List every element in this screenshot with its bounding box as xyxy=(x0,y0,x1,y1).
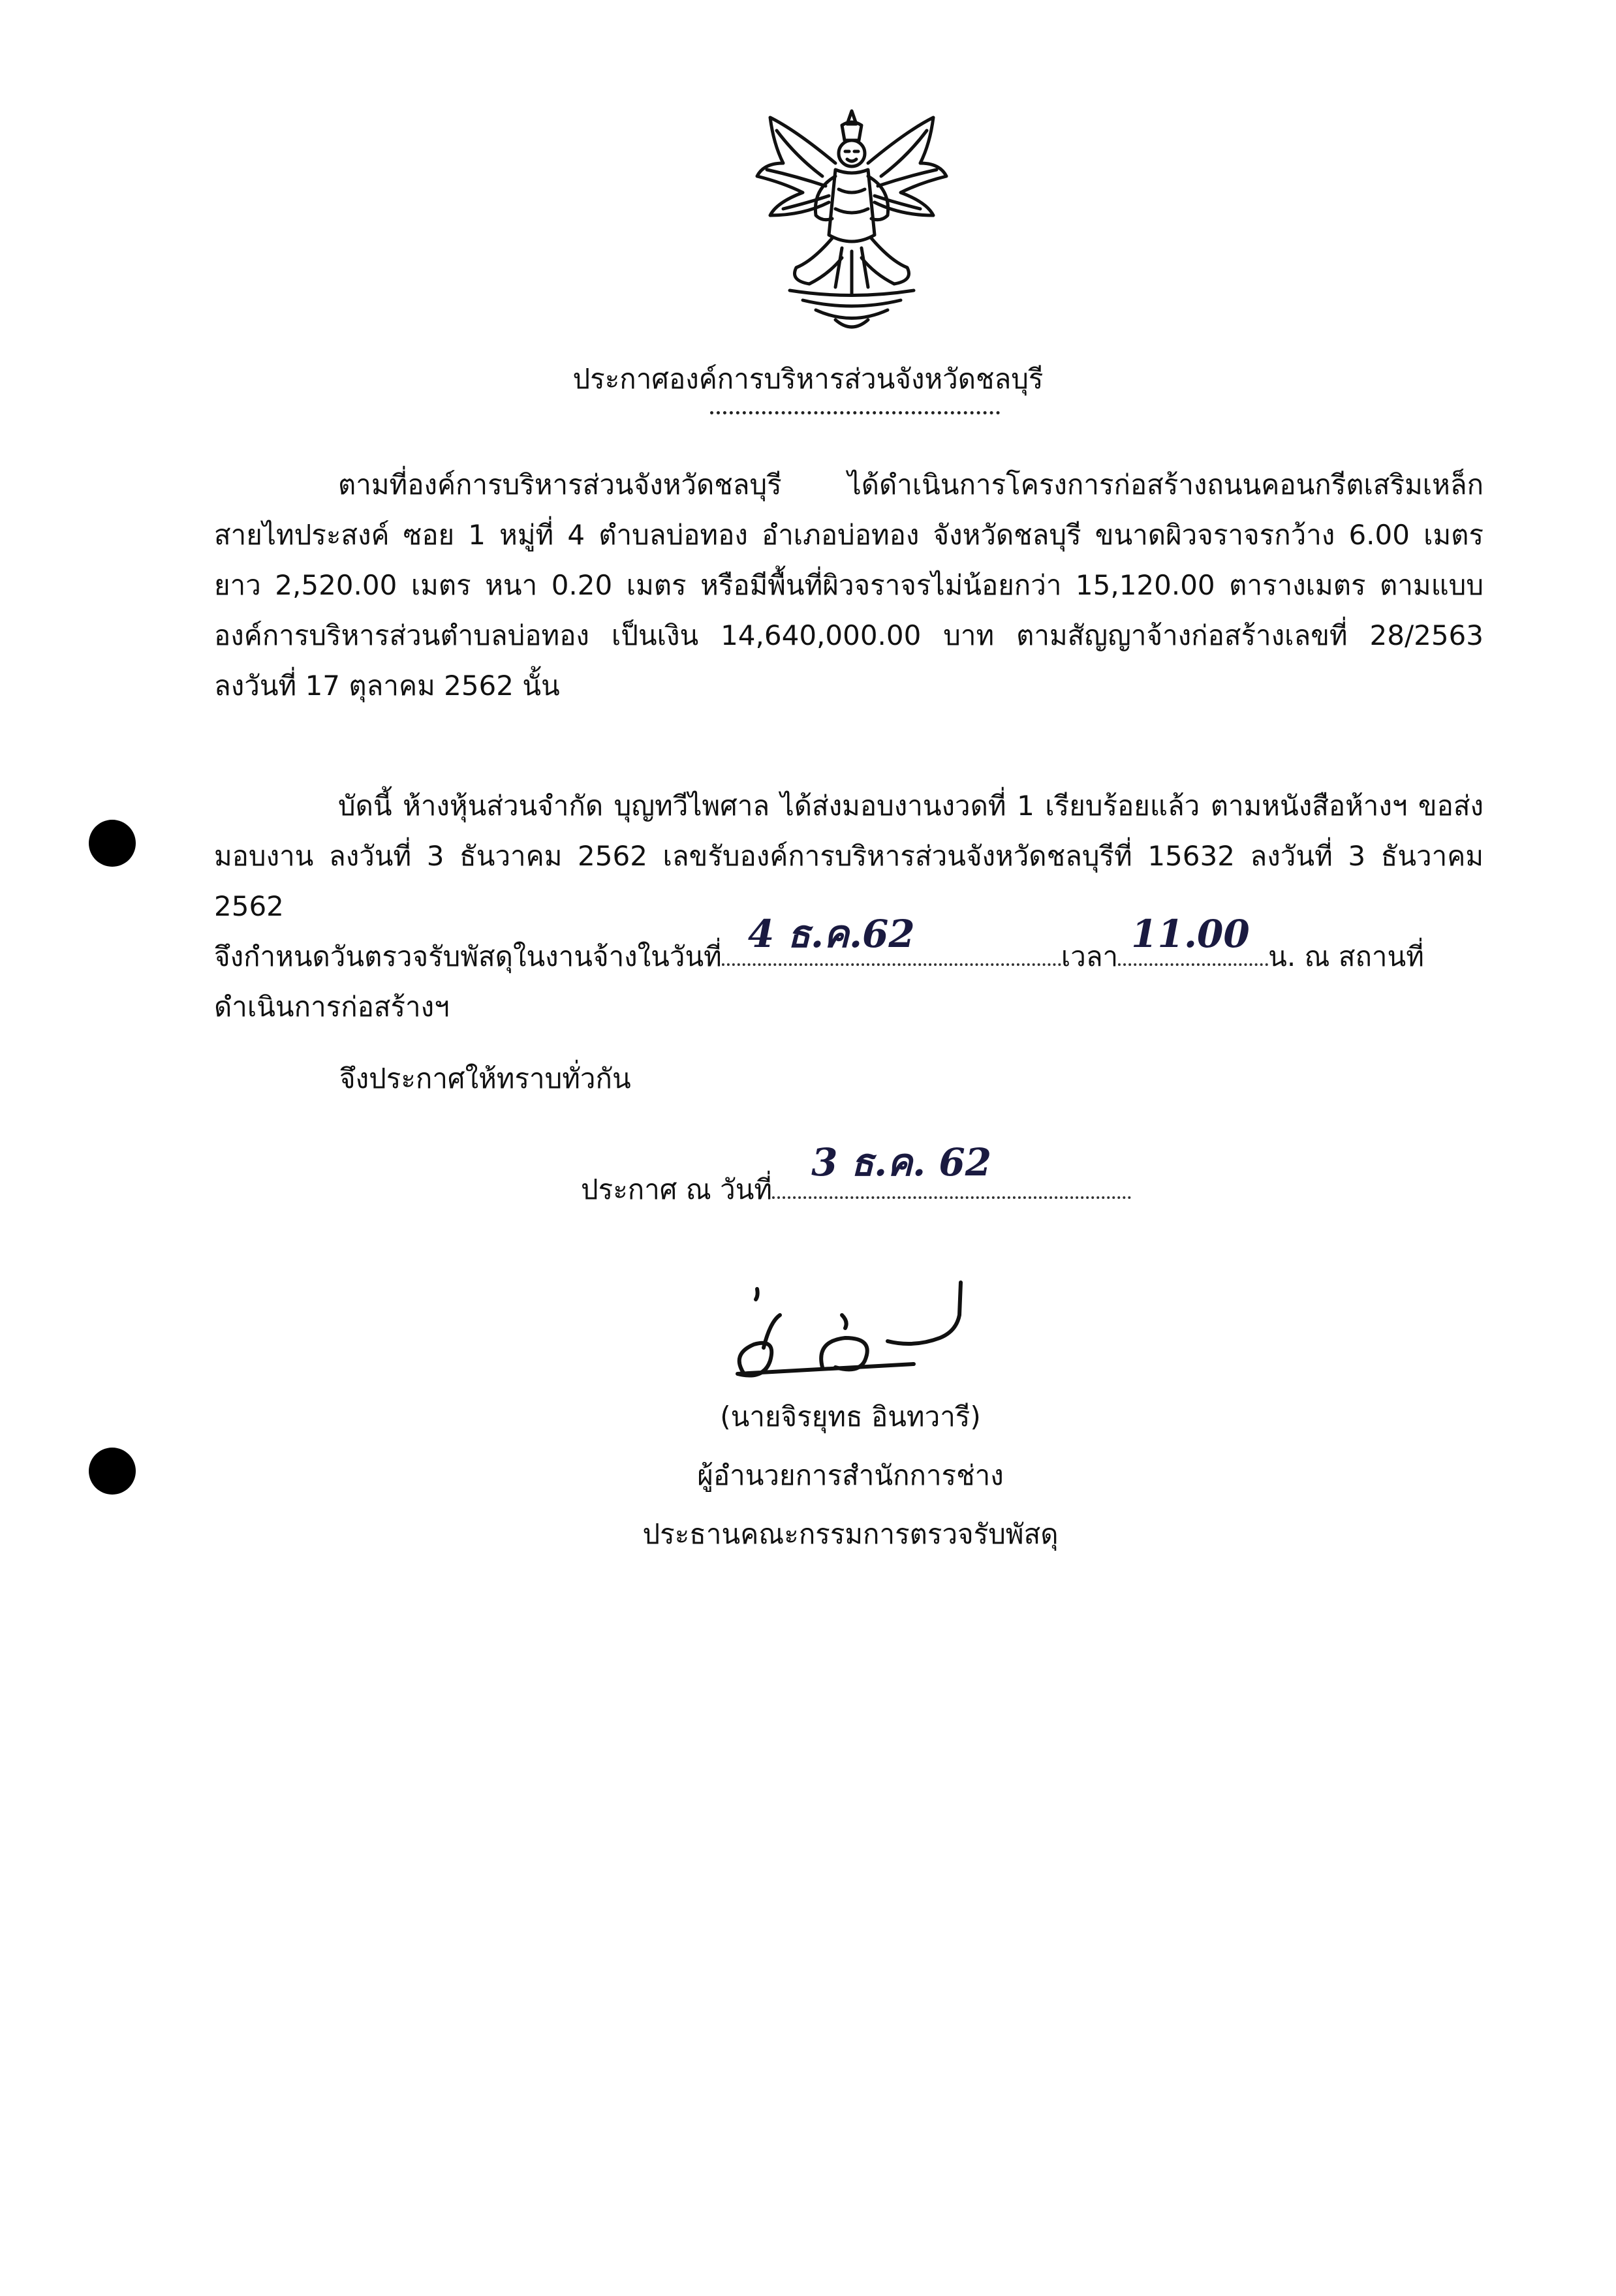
paragraph-2-line: มอบงาน ลงวันที่ 3 ธันวาคม 2562 เลขรับองค์การบริหารส่วนจังหวัดชลบุรีที่ 15632 ลงวันที่ 3 ธันวาคม 2562 xyxy=(214,840,1484,922)
paragraph-2 xyxy=(214,781,1484,1032)
paragraph-1-line: ยาว 2,520.00 เมตร หนา 0.20 เมตร หรือมีพื้นที่ผิวจราจรไม่น้อยกว่า 15,120.00 ตารางเมตร ตามแบบ xyxy=(214,569,1484,601)
announcement-date-label: ประกาศ ณ วันที่ xyxy=(581,1173,773,1205)
inspection-time-label: เวลา xyxy=(1061,940,1119,972)
announcement-date-handwritten: 3 ธ.ค. 62 xyxy=(811,1140,992,1185)
closing-statement: จึงประกาศให้ทราบทั่วกัน xyxy=(339,1063,631,1094)
paragraph-1 xyxy=(214,459,1484,711)
punch-hole xyxy=(89,820,136,867)
document-title: ประกาศองค์การบริหารส่วนจังหวัดชลบุรี xyxy=(572,363,1044,395)
announcement-date-field xyxy=(772,1140,1131,1199)
handwritten-signature xyxy=(718,1276,999,1387)
signatory-name: (นายจิรยุทธ อินทวารี) xyxy=(720,1401,981,1433)
inspection-date-field xyxy=(722,912,1061,966)
inspection-time-handwritten: 11.00 xyxy=(1131,912,1250,956)
inspection-date-handwritten: 4 ธ.ค.62 xyxy=(747,912,915,956)
paragraph-2-line: ดำเนินการก่อสร้างฯ xyxy=(214,991,450,1023)
inspection-date-label: จึงกำหนดวันตรวจรับพัสดุในงานจ้างในวันที่ xyxy=(214,940,722,972)
paragraph-2-line-fillin xyxy=(214,912,1484,982)
garuda-emblem-icon xyxy=(751,104,953,339)
punch-hole xyxy=(89,1448,136,1495)
paragraph-2-line: บัดนี้ ห้างหุ้นส่วนจำกัด บุญทวีไพศาล ได้ส่งมอบงานงวดที่ 1 เรียบร้อยแล้ว ตามหนังสือห้างฯ ขอส่ง xyxy=(338,790,1484,822)
paragraph-1-line: องค์การบริหารส่วนตำบลบ่อทอง เป็นเงิน 14,640,000.00 บาท ตามสัญญาจ้างก่อสร้างเลขที่ 28/2563 xyxy=(214,619,1484,651)
paragraph-1-line: ตามที่องค์การบริหารส่วนจังหวัดชลบุรี ได้ดำเนินการโครงการก่อสร้างถนนคอนกรีตเสริมเหล็ก xyxy=(338,469,1484,501)
signatory-position-1: ผู้อำนวยการสำนักการช่าง xyxy=(697,1459,1004,1491)
paragraph-1-line: สายไทประสงค์ ซอย 1 หมู่ที่ 4 ตำบลบ่อทอง อำเภอบ่อทอง จังหวัดชลบุรี ขนาดผิวจราจรกว้าง 6.00 เมตร xyxy=(214,519,1484,551)
paragraph-1-line: ลงวันที่ 17 ตุลาคม 2562 นั้น xyxy=(214,670,560,702)
inspection-time-field xyxy=(1118,912,1268,966)
announcement-date-line xyxy=(581,1140,1131,1211)
signatory-position-2: ประธานคณะกรรมการตรวจรับพัสดุ xyxy=(642,1518,1059,1550)
inspection-place-label: น. ณ สถานที่ xyxy=(1268,940,1424,972)
title-separator xyxy=(710,411,1000,414)
